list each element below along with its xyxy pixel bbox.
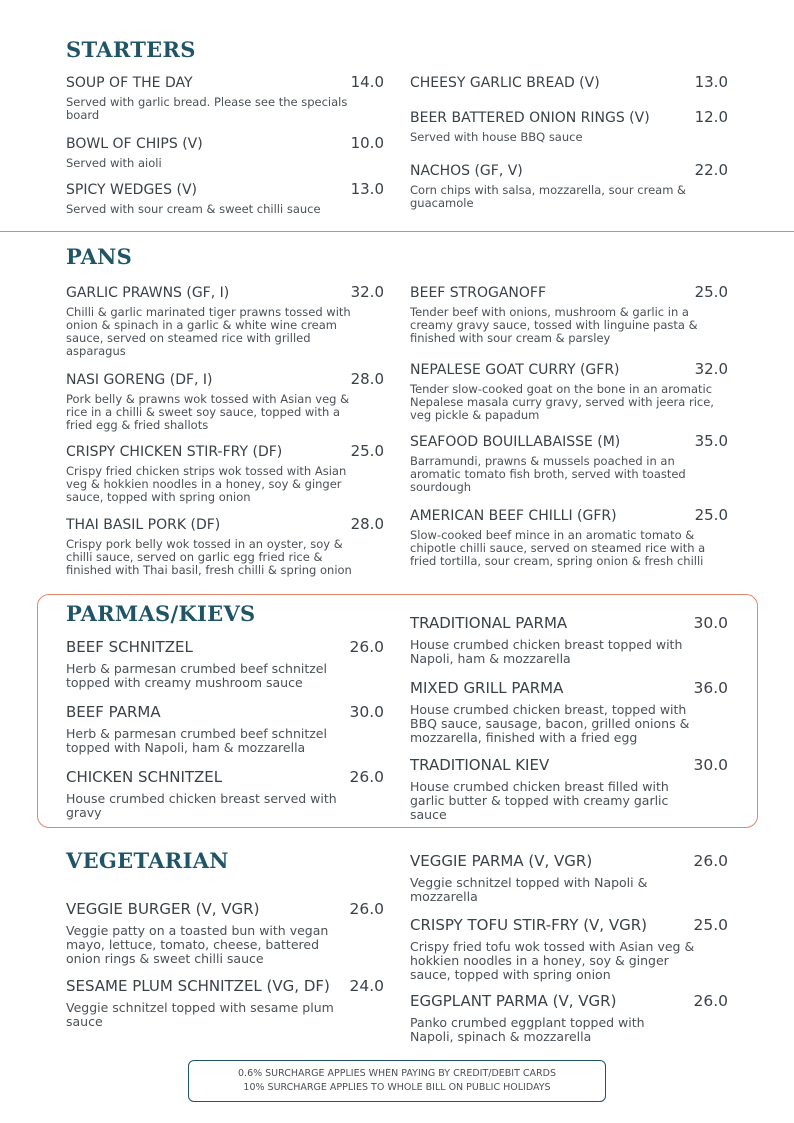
menu-item [410,614,728,666]
item-description: Herb & parmesan crumbed beef schnitzel topped with Napoli, ham & mozzarella [66,726,327,755]
menu-item [410,432,728,494]
menu-item [410,73,728,91]
menu-item [410,161,728,210]
item-description: House crumbed chicken breast filled with garlic butter & topped with creamy garlic sauce [410,779,669,822]
item-name: CRISPY TOFU STIR-FRY (V, VGR) [410,916,647,934]
section-heading-pans: PANS [66,244,133,269]
item-description: Served with garlic bread. Please see the specials board [66,95,348,122]
item-name: NEPALESE GOAT CURRY (GFR) [410,362,620,378]
section-divider [0,231,794,232]
section-heading-vegetarian: VEGETARIAN [66,848,229,873]
item-description: Veggie patty on a toasted bun with vegan mayo, lettuce, tomato, cheese, battered onion rings & sweet chilli sauce [66,923,329,966]
item-name: NACHOS (GF, V) [410,163,523,179]
item-description: Crispy fried chicken strips wok tossed with Asian veg & hokkien noodles in a honey, soy & ginger sauce, topped with spring onion [66,464,347,504]
item-price: 22.0 [694,161,728,179]
item-description: Tender slow-cooked goat on the bone in an aromatic Nepalese masala curry gravy, served with jeera rice, veg pickle & papadum [410,382,714,422]
item-price: 30.0 [693,756,728,774]
menu-item [66,134,384,170]
section-heading-starters: STARTERS [66,37,196,62]
item-price: 12.0 [694,108,728,126]
menu-item [66,180,384,216]
item-name: SESAME PLUM SCHNITZEL (VG, DF) [66,977,330,995]
item-description: Veggie schnitzel topped with sesame plum sauce [66,1000,334,1029]
menu-item [410,852,728,904]
surcharge-line-holiday: 10% SURCHARGE APPLIES TO WHOLE BILL ON PUBLIC HOLIDAYS [243,1082,551,1093]
item-name: TRADITIONAL KIEV [410,756,550,774]
item-price: 26.0 [349,768,384,786]
item-price: 28.0 [350,515,384,533]
item-price: 35.0 [694,432,728,450]
item-description: Corn chips with salsa, mozzarella, sour cream & guacamole [410,183,687,210]
item-description: Served with sour cream & sweet chilli sauce [66,202,321,216]
menu-item [410,679,728,745]
menu-item [66,900,384,966]
surcharge-notice [188,1060,606,1102]
item-price: 25.0 [350,442,384,460]
menu-item [66,73,384,122]
menu-item [66,768,384,820]
item-description: Panko crumbed eggplant topped with Napoli, spinach & mozzarella [410,1015,645,1044]
item-name: BEEF PARMA [66,703,161,721]
item-price: 32.0 [694,360,728,378]
item-name: BEEF SCHNITZEL [66,638,193,656]
item-price: 28.0 [350,370,384,388]
menu-item [410,916,728,982]
item-price: 26.0 [693,992,728,1010]
menu-item [410,360,728,422]
menu-item [66,977,384,1029]
item-name: CRISPY CHICKEN STIR-FRY (DF) [66,444,283,460]
item-name: MIXED GRILL PARMA [410,679,564,697]
item-name: VEGGIE BURGER (V, VGR) [66,900,260,918]
item-name: AMERICAN BEEF CHILLI (GFR) [410,508,617,524]
item-name: TRADITIONAL PARMA [410,614,568,632]
item-price: 30.0 [349,703,384,721]
item-name: VEGGIE PARMA (V, VGR) [410,852,593,870]
item-price: 30.0 [693,614,728,632]
item-description: Slow-cooked beef mince in an aromatic tomato & chipotle chilli sauce, served on steamed rice with a fried tortilla, sour cream, spring onion & fresh chilli [410,528,706,568]
item-price: 14.0 [350,73,384,91]
item-price: 26.0 [349,900,384,918]
item-price: 32.0 [350,283,384,301]
item-description: House crumbed chicken breast, topped with BBQ sauce, sausage, bacon, grilled onions & mozzarella, finished with a fried egg [410,702,690,745]
item-price: 26.0 [693,852,728,870]
item-name: CHEESY GARLIC BREAD (V) [410,75,600,91]
menu-item [66,283,384,358]
item-description: Chilli & garlic marinated tiger prawns tossed with onion & spinach in a garlic & white wine cream sauce, served on steamed rice with grilled asparagus [66,305,351,358]
menu-item [66,703,384,755]
item-price: 13.0 [694,73,728,91]
menu-item [410,108,728,144]
menu-item [410,992,728,1044]
item-name: BEER BATTERED ONION RINGS (V) [410,110,650,126]
item-description: House crumbed chicken breast topped with Napoli, ham & mozzarella [410,637,683,666]
item-description: Served with house BBQ sauce [410,130,583,144]
item-price: 24.0 [349,977,384,995]
item-price: 13.0 [350,180,384,198]
item-description: Veggie schnitzel topped with Napoli & mozzarella [410,875,648,904]
item-name: NASI GORENG (DF, I) [66,372,213,388]
item-price: 25.0 [694,283,728,301]
item-name: SPICY WEDGES (V) [66,182,197,198]
menu-item [66,370,384,432]
item-description: Crispy fried tofu wok tossed with Asian veg & hokkien noodles in a honey, soy & ginger sauce, topped with spring onion [410,939,695,982]
item-description: Crispy pork belly wok tossed in an oyster, soy & chilli sauce, served on garlic egg fried rice & finished with Thai basil, fresh chilli & spring onion [66,537,352,577]
menu-item [410,506,728,568]
menu-item [66,515,384,577]
item-name: THAI BASIL PORK (DF) [66,517,221,533]
item-description: Herb & parmesan crumbed beef schnitzel topped with creamy mushroom sauce [66,661,327,690]
item-price: 25.0 [694,506,728,524]
menu-item [66,442,384,504]
menu-item [410,756,728,822]
item-name: CHICKEN SCHNITZEL [66,768,223,786]
item-price: 10.0 [350,134,384,152]
item-name: GARLIC PRAWNS (GF, I) [66,285,230,301]
item-name: EGGPLANT PARMA (V, VGR) [410,992,617,1010]
item-description: Pork belly & prawns wok tossed with Asian veg & rice in a chilli & sweet soy sauce, topped with a fried egg & fried shallots [66,392,350,432]
section-heading-parmas-kievs: PARMAS/KIEVS [66,601,256,626]
surcharge-line-card: 0.6% SURCHARGE APPLIES WHEN PAYING BY CREDIT/DEBIT CARDS [238,1068,556,1079]
item-name: BEEF STROGANOFF [410,285,547,301]
item-name: SOUP OF THE DAY [66,75,193,91]
item-name: SEAFOOD BOUILLABAISSE (M) [410,434,621,450]
menu-item [410,283,728,345]
item-description: Served with aioli [66,156,162,170]
item-price: 26.0 [349,638,384,656]
item-description: House crumbed chicken breast served with gravy [66,791,337,820]
item-description: Barramundi, prawns & mussels poached in an aromatic tomato fish broth, served with toasted sourdough [410,454,686,494]
item-price: 36.0 [693,679,728,697]
menu-item [66,638,384,690]
item-description: Tender beef with onions, mushroom & garlic in a creamy gravy sauce, tossed with linguine pasta & finished with sour cream & parsley [410,305,698,345]
item-name: BOWL OF CHIPS (V) [66,136,203,152]
item-price: 25.0 [693,916,728,934]
